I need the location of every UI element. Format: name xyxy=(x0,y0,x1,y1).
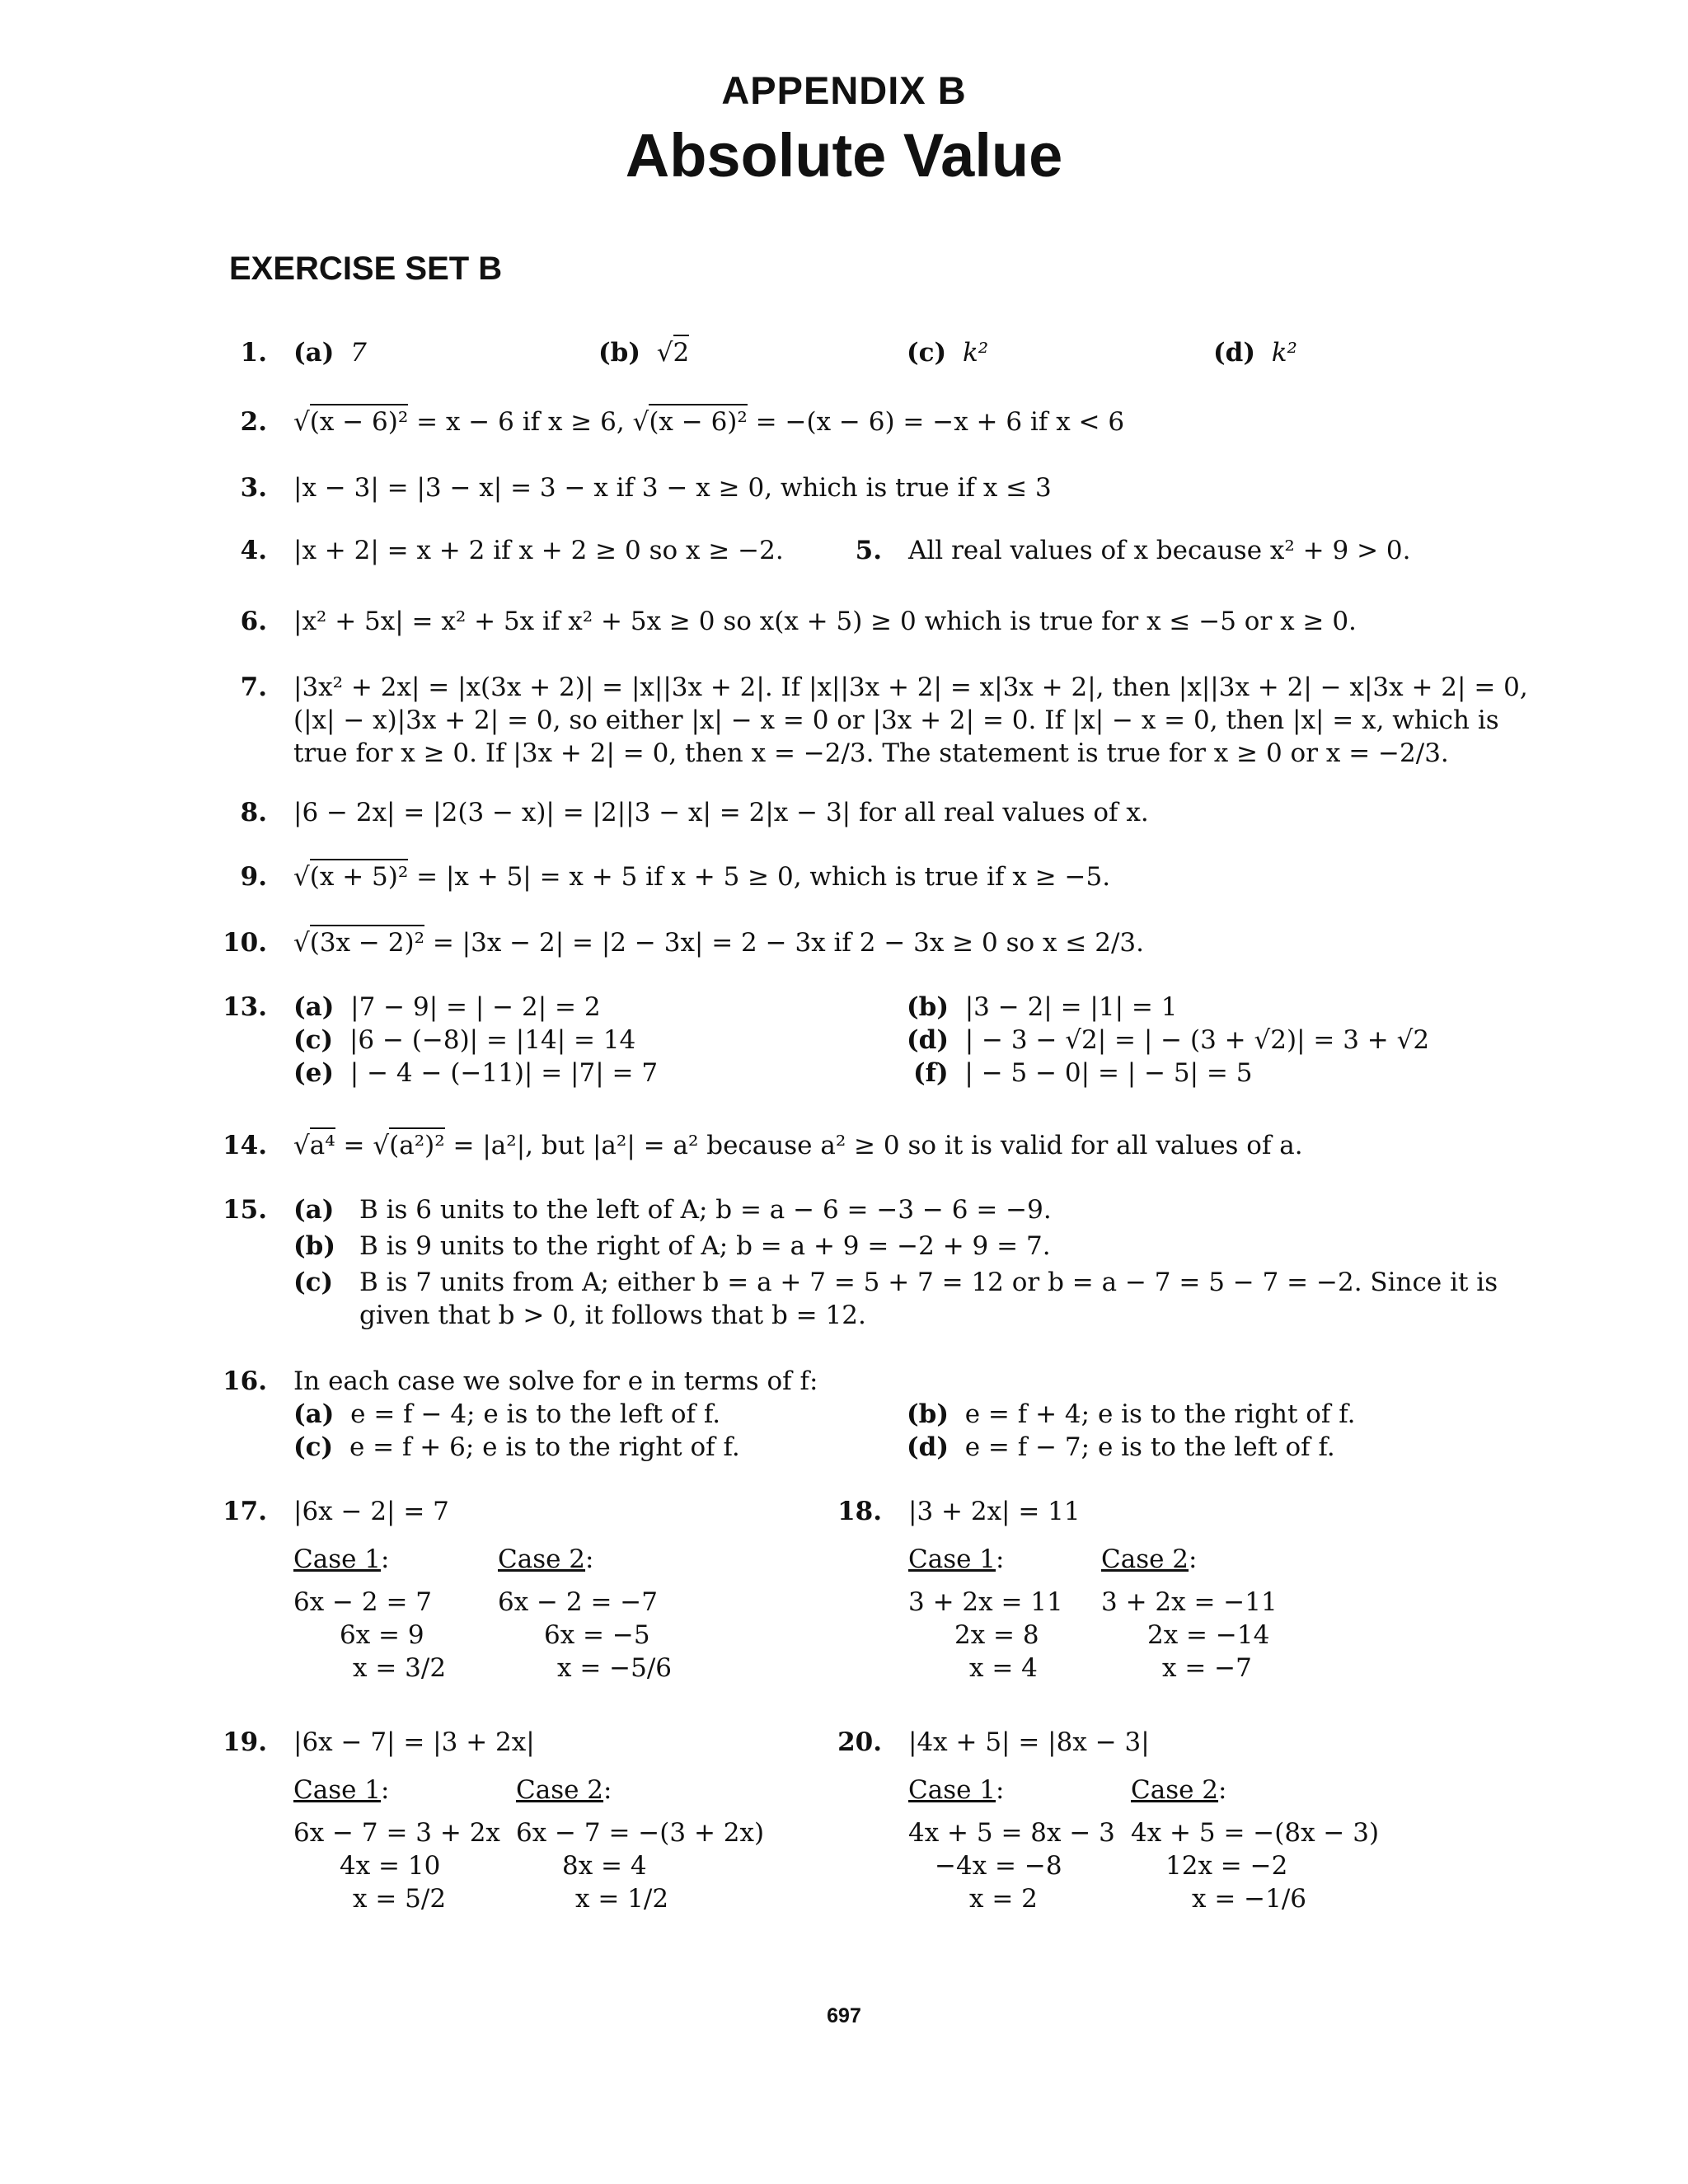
part-d: (d) | − 3 − √2| = | − (3 + √2)| = 3 + √2 xyxy=(907,1025,1430,1055)
exercise-number: 2. xyxy=(240,407,267,437)
case-1-line: −4x = −8 xyxy=(935,1851,1062,1881)
part-b: B is 9 units to the right of A; b = a + 9 = −2 + 9 = 7. xyxy=(359,1231,1051,1261)
equation: |6x − 2| = 7 xyxy=(293,1497,449,1526)
case-1-line: 6x − 7 = 3 + 2x xyxy=(293,1818,500,1848)
case-1-line: 3 + 2x = 11 xyxy=(908,1587,1063,1617)
part-b: (b) √2 xyxy=(598,336,689,369)
exercise-text: |x + 2| = x + 2 if x + 2 ≥ 0 so x ≥ −2. xyxy=(293,536,784,565)
page-number: 697 xyxy=(827,2004,861,2027)
exercise-number: 9. xyxy=(240,862,267,892)
exercise-line: true for x ≥ 0. If |3x + 2| = 0, then x = −2/3. The statement is true for x ≥ 0 or x = −2/3. xyxy=(293,738,1449,768)
part-c: B is 7 units from A; either b = a + 7 = 5 + 7 = 12 or b = a − 7 = 5 − 7 = −2. Since it is xyxy=(359,1268,1498,1297)
exercise-number: 3. xyxy=(240,473,267,503)
exercise-number: 19. xyxy=(223,1727,267,1757)
exercise-number: 13. xyxy=(223,992,267,1022)
part-f: (f) | − 5 − 0| = | − 5| = 5 xyxy=(913,1058,1253,1088)
exercise-number: 7. xyxy=(240,673,267,702)
exercise-text: |6 − 2x| = |2(3 − x)| = |2||3 − x| = 2|x − 3| for all real values of x. xyxy=(293,798,1149,827)
case-2-line: 12x = −2 xyxy=(1165,1851,1288,1881)
case-2-line: 6x − 7 = −(3 + 2x) xyxy=(516,1818,765,1848)
exercise-number: 8. xyxy=(240,798,267,827)
case-1-heading: Case 1: xyxy=(293,1775,390,1805)
case-2-heading: Case 2: xyxy=(498,1544,594,1574)
case-1-line: 4x + 5 = 8x − 3 xyxy=(908,1818,1115,1848)
exercise-text: √(x − 6)² = x − 6 if x ≥ 6, √(x − 6)² = −(x − 6) = −x + 6 if x < 6 xyxy=(293,405,1124,438)
part-e: (e) | − 4 − (−11)| = |7| = 7 xyxy=(293,1058,659,1088)
exercise-text: |x² + 5x| = x² + 5x if x² + 5x ≥ 0 so x(x + 5) ≥ 0 which is true for x ≤ −5 or x ≥ 0. xyxy=(293,607,1357,636)
exercise-number: 10. xyxy=(223,928,267,958)
part-c: (c) k² xyxy=(907,338,989,368)
case-1-heading: Case 1: xyxy=(908,1544,1005,1574)
exercise-number: 6. xyxy=(240,607,267,636)
part-a: B is 6 units to the left of A; b = a − 6 = −3 − 6 = −9. xyxy=(359,1195,1052,1225)
part-a-label: (a) xyxy=(293,1195,335,1225)
case-1-line: x = 2 xyxy=(969,1884,1038,1914)
case-1-line: 4x = 10 xyxy=(340,1851,441,1881)
case-2-line: 3 + 2x = −11 xyxy=(1101,1587,1278,1617)
exercise-number: 17. xyxy=(223,1497,267,1526)
case-1-line: x = 5/2 xyxy=(353,1884,447,1914)
exercise-number: 5. xyxy=(855,536,882,565)
exercise-text: √(x + 5)² = |x + 5| = x + 5 if x + 5 ≥ 0, which is true if x ≥ −5. xyxy=(293,860,1110,893)
case-2-line: 6x − 2 = −7 xyxy=(498,1587,658,1617)
exercise-number: 20. xyxy=(837,1727,882,1757)
exercise-text: √a⁴ = √(a²)² = |a²|, but |a²| = a² because a² ≥ 0 so it is valid for all values of a. xyxy=(293,1129,1303,1162)
case-2-heading: Case 2: xyxy=(1131,1775,1227,1805)
case-2-line: 4x + 5 = −(8x − 3) xyxy=(1131,1818,1380,1848)
appendix-label: APPENDIX B xyxy=(721,68,967,112)
exercise-number: 4. xyxy=(240,536,267,565)
part-c-continued: given that b > 0, it follows that b = 12. xyxy=(359,1301,866,1330)
part-b-label: (b) xyxy=(293,1231,336,1261)
case-2-heading: Case 2: xyxy=(516,1775,612,1805)
exercise-text: |x − 3| = |3 − x| = 3 − x if 3 − x ≥ 0, which is true if x ≤ 3 xyxy=(293,473,1052,503)
part-c: (c) e = f + 6; e is to the right of f. xyxy=(293,1432,740,1462)
case-2-line: x = 1/2 xyxy=(575,1884,669,1914)
exercise-text: All real values of x because x² + 9 > 0. xyxy=(908,536,1411,565)
exercise-number: 14. xyxy=(223,1131,267,1160)
case-1-line: 6x = 9 xyxy=(340,1620,424,1650)
equation: |4x + 5| = |8x − 3| xyxy=(908,1727,1150,1757)
exercise-text: √(3x − 2)² = |3x − 2| = |2 − 3x| = 2 − 3x if 2 − 3x ≥ 0 so x ≤ 2/3. xyxy=(293,926,1144,959)
exercise-number: 15. xyxy=(223,1195,267,1225)
exercise-intro: In each case we solve for e in terms of f: xyxy=(293,1366,818,1396)
case-1-line: x = 4 xyxy=(969,1653,1038,1683)
case-2-line: 8x = 4 xyxy=(562,1851,647,1881)
case-2-line: 2x = −14 xyxy=(1147,1620,1270,1650)
exercise-number: 16. xyxy=(223,1366,267,1396)
part-b: (b) e = f + 4; e is to the right of f. xyxy=(907,1399,1356,1429)
part-a: (a) |7 − 9| = | − 2| = 2 xyxy=(293,992,601,1022)
part-c: (c) |6 − (−8)| = |14| = 14 xyxy=(293,1025,636,1055)
case-2-line: x = −7 xyxy=(1162,1653,1252,1683)
part-d: (d) k² xyxy=(1213,338,1297,368)
case-2-line: x = −1/6 xyxy=(1192,1884,1307,1914)
section-heading: EXERCISE SET B xyxy=(229,251,503,287)
exercise-line: (|x| − x)|3x + 2| = 0, so either |x| − x = 0 or |3x + 2| = 0. If |x| − x = 0, then |x| = x, which is xyxy=(293,705,1499,735)
case-2-line: 6x = −5 xyxy=(544,1620,650,1650)
equation: |3 + 2x| = 11 xyxy=(908,1497,1081,1526)
case-1-line: x = 3/2 xyxy=(353,1653,447,1683)
equation: |6x − 7| = |3 + 2x| xyxy=(293,1727,535,1757)
case-1-line: 2x = 8 xyxy=(954,1620,1039,1650)
case-1-heading: Case 1: xyxy=(293,1544,390,1574)
part-d: (d) e = f − 7; e is to the left of f. xyxy=(907,1432,1335,1462)
page-title: Absolute Value xyxy=(625,121,1063,190)
part-a: (a) e = f − 4; e is to the left of f. xyxy=(293,1399,721,1429)
exercise-line: |3x² + 2x| = |x(3x + 2)| = |x||3x + 2|. If |x||3x + 2| = x|3x + 2|, then |x||3x + 2| − x|3x + 2| = 0, xyxy=(293,673,1528,702)
case-2-heading: Case 2: xyxy=(1101,1544,1198,1574)
part-c-label: (c) xyxy=(293,1268,334,1297)
part-b: (b) |3 − 2| = |1| = 1 xyxy=(907,992,1178,1022)
part-a: (a) 7 xyxy=(293,338,367,368)
case-2-line: x = −5/6 xyxy=(557,1653,673,1683)
case-1-heading: Case 1: xyxy=(908,1775,1005,1805)
exercise-number: 18. xyxy=(837,1497,882,1526)
case-1-line: 6x − 2 = 7 xyxy=(293,1587,433,1617)
exercise-number: 1. xyxy=(240,338,267,368)
